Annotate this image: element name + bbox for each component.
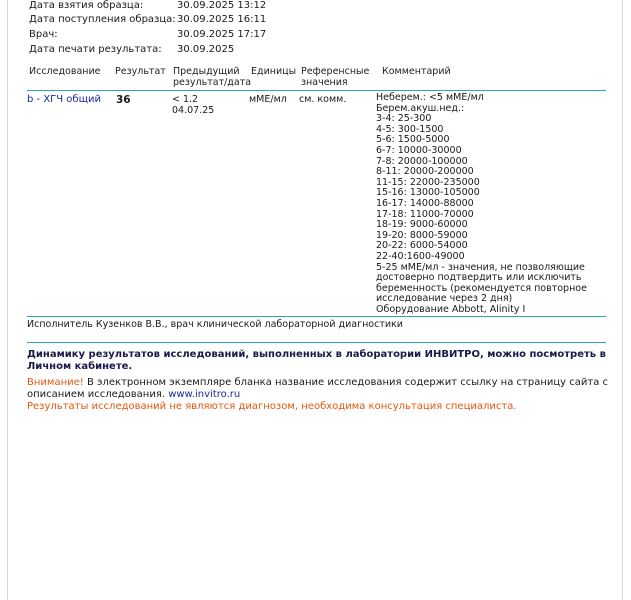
column-header-previous	[173, 66, 251, 88]
test-name-link[interactable]: b - ХГЧ общий	[27, 94, 101, 105]
meta-value-doctor: 30.09.2025 17:17	[177, 29, 267, 40]
dynamics-notice: Динамику результатов исследований, выполненных в лаборатории ИНВИТРО, можно посмотреть в Личном кабинете.	[27, 349, 606, 372]
invitro-site-link[interactable]: www.invitro.ru	[168, 389, 241, 400]
notice-warning-label: Внимание!	[27, 377, 84, 388]
column-header-units: Единицы	[251, 66, 297, 77]
meta-value-sample-received: 30.09.2025 16:11	[177, 14, 267, 25]
test-reference: см. комм.	[299, 94, 347, 105]
meta-label-print-date: Дата печати результата:	[29, 44, 162, 55]
column-header-previous-line1: Предыдущий	[173, 66, 240, 77]
column-header-reference-line2: значения	[301, 77, 348, 88]
column-header-result: Результат	[115, 66, 166, 77]
executor-line: Исполнитель Кузенков В.В., врач клинической лабораторной диагностики	[27, 319, 403, 330]
test-units: мМЕ/мл	[249, 94, 287, 105]
column-header-study: Исследование	[29, 66, 101, 77]
test-result-value: 36	[116, 94, 131, 106]
previous-result	[172, 94, 214, 116]
table-header-divider	[27, 90, 606, 91]
previous-result-date: 04.07.25	[172, 105, 215, 116]
disclaimer-text: Результаты исследований не являются диагнозом, необходима консультация специалиста.	[27, 401, 517, 412]
meta-label-doctor: Врач:	[29, 29, 58, 40]
notice-divider	[27, 342, 606, 343]
previous-result-value: < 1.2	[172, 94, 199, 105]
meta-label-sample-taken: Дата взятия образца:	[29, 0, 144, 11]
notice-text: В электронном экземпляре бланка название исследования содержит ссылку на страницу сайта с описанием исследования.	[27, 377, 609, 400]
test-comment: Неберем.: <5 мМЕ/мл Берем.акуш.нед.: 3-4: 25-300 4-5: 300-1500 5-6: 1500-5000 6-7: 10000-30000 7-8: 20000-100000 8-11: 20000-200000 11-15: 22000-235000 15-16: 13000-105000 16-17: 14000-88000 17-18: 11000-70000 18-19: 9000-60000 19-20: 8000-59000 20-22: 6000-54000 22-40:1600-49000 5-25 мМЕ/мл - значения, не позволяющие достоверно подтвердить или исключить беременность (рекомендуется повторное исследование через 2 дня) Оборудование Abbott, Alinity I	[376, 92, 587, 315]
column-header-previous-line2: результат/дата	[173, 77, 252, 88]
column-header-reference	[301, 66, 369, 88]
meta-value-print-date: 30.09.2025	[177, 44, 235, 55]
column-header-reference-line1: Референсные	[301, 66, 370, 77]
meta-label-sample-received: Дата поступления образца:	[29, 14, 176, 25]
column-header-comment: Комментарий	[382, 66, 451, 77]
notice-paragraph	[27, 377, 612, 401]
table-bottom-divider	[27, 316, 606, 317]
meta-value-sample-taken: 30.09.2025 13:12	[177, 0, 267, 11]
